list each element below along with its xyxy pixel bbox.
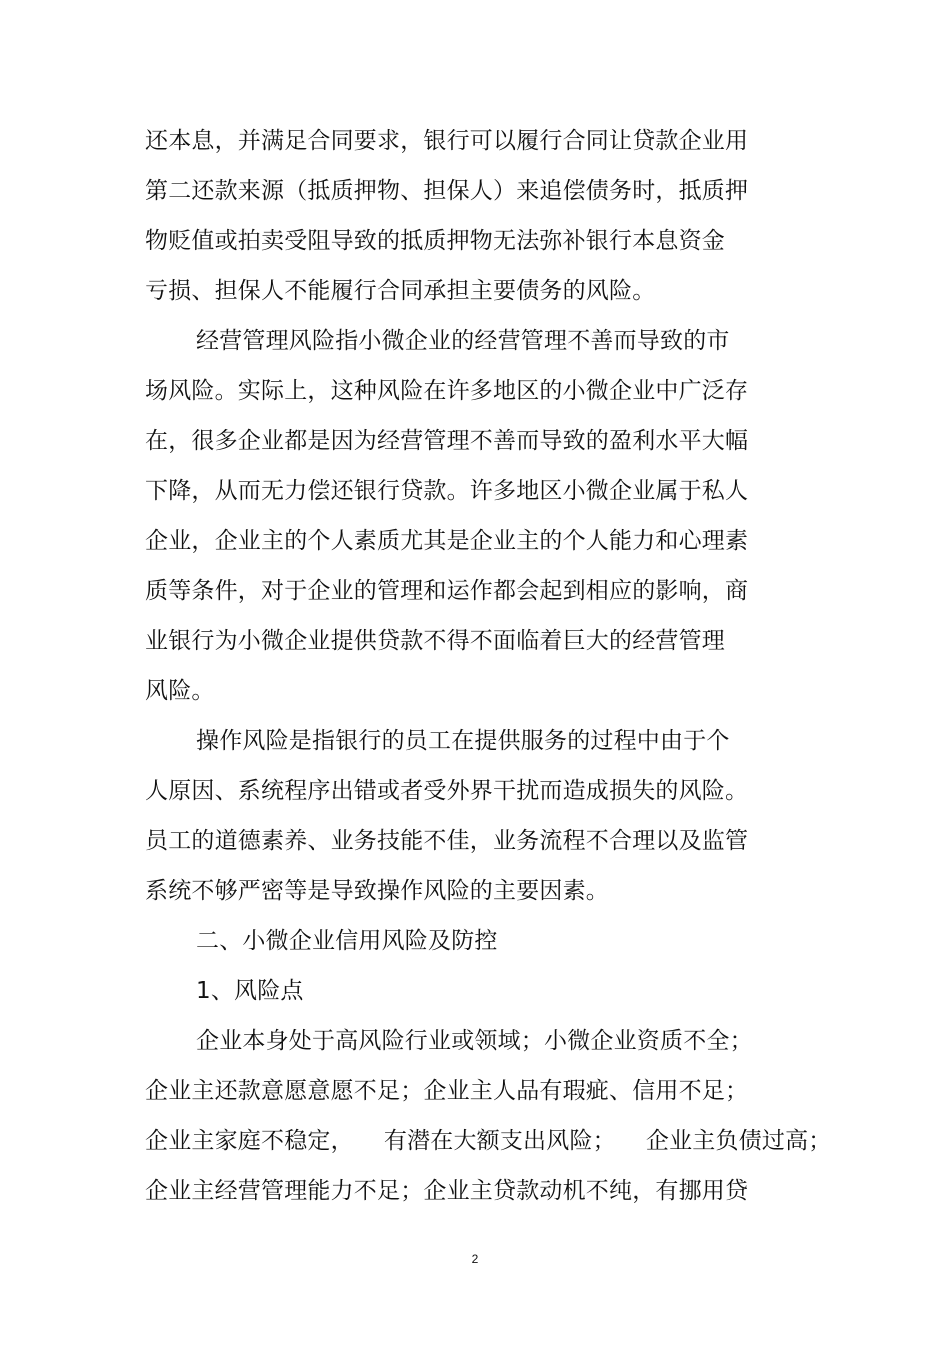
page-number: 2 bbox=[471, 1252, 479, 1266]
text-line: 业银行为小微企业提供贷款不得不面临着巨大的经营管理 bbox=[145, 628, 725, 654]
text-line: 还本息，并满足合同要求，银行可以履行合同让贷款企业用 bbox=[145, 128, 749, 154]
section-heading: 二、小微企业信用风险及防控 bbox=[196, 928, 498, 954]
text-line: 第二还款来源（抵质押物、担保人）来追偿债务时，抵质押 bbox=[145, 178, 749, 204]
text-line: 亏损、担保人不能履行合同承担主要债务的风险。 bbox=[145, 278, 656, 304]
text-line: 场风险。实际上，这种风险在许多地区的小微企业中广泛存 bbox=[145, 378, 749, 404]
text-line: 在，很多企业都是因为经营管理不善而导致的盈利水平大幅 bbox=[145, 428, 749, 454]
text-line: 质等条件，对于企业的管理和运作都会起到相应的影响，商 bbox=[145, 578, 749, 604]
text-line: 人原因、系统程序出错或者受外界干扰而造成损失的风险。 bbox=[145, 778, 749, 804]
paragraph-start-line: 经营管理风险指小微企业的经营管理不善而导致的市 bbox=[196, 328, 730, 354]
paragraph-start-line: 操作风险是指银行的员工在提供服务的过程中由于个 bbox=[196, 728, 730, 754]
text-line: 企业主还款意愿意愿不足；企业主人品有瑕疵、信用不足； bbox=[145, 1078, 749, 1104]
text-line: 物贬值或拍卖受阻导致的抵质押物无法弥补银行本息资金 bbox=[145, 228, 725, 254]
text-line: 企业主经营管理能力不足；企业主贷款动机不纯，有挪用贷 bbox=[145, 1178, 749, 1204]
text-line: 下降，从而无力偿还银行贷款。许多地区小微企业属于私人 bbox=[145, 478, 749, 504]
subsection-heading: 1、风险点 bbox=[196, 978, 304, 1004]
text-line: 企业，企业主的个人素质尤其是企业主的个人能力和心理素 bbox=[145, 528, 749, 554]
text-line: 员工的道德素养、业务技能不佳，业务流程不合理以及监管 bbox=[145, 828, 749, 854]
paragraph-start-line: 企业本身处于高风险行业或领域；小微企业资质不全； bbox=[196, 1028, 753, 1054]
text-line: 风险。 bbox=[145, 678, 215, 704]
text-line: 企业主家庭不稳定， 有潜在大额支出风险； 企业主负债过高； bbox=[145, 1128, 832, 1154]
text-line: 系统不够严密等是导致操作风险的主要因素。 bbox=[145, 878, 609, 904]
